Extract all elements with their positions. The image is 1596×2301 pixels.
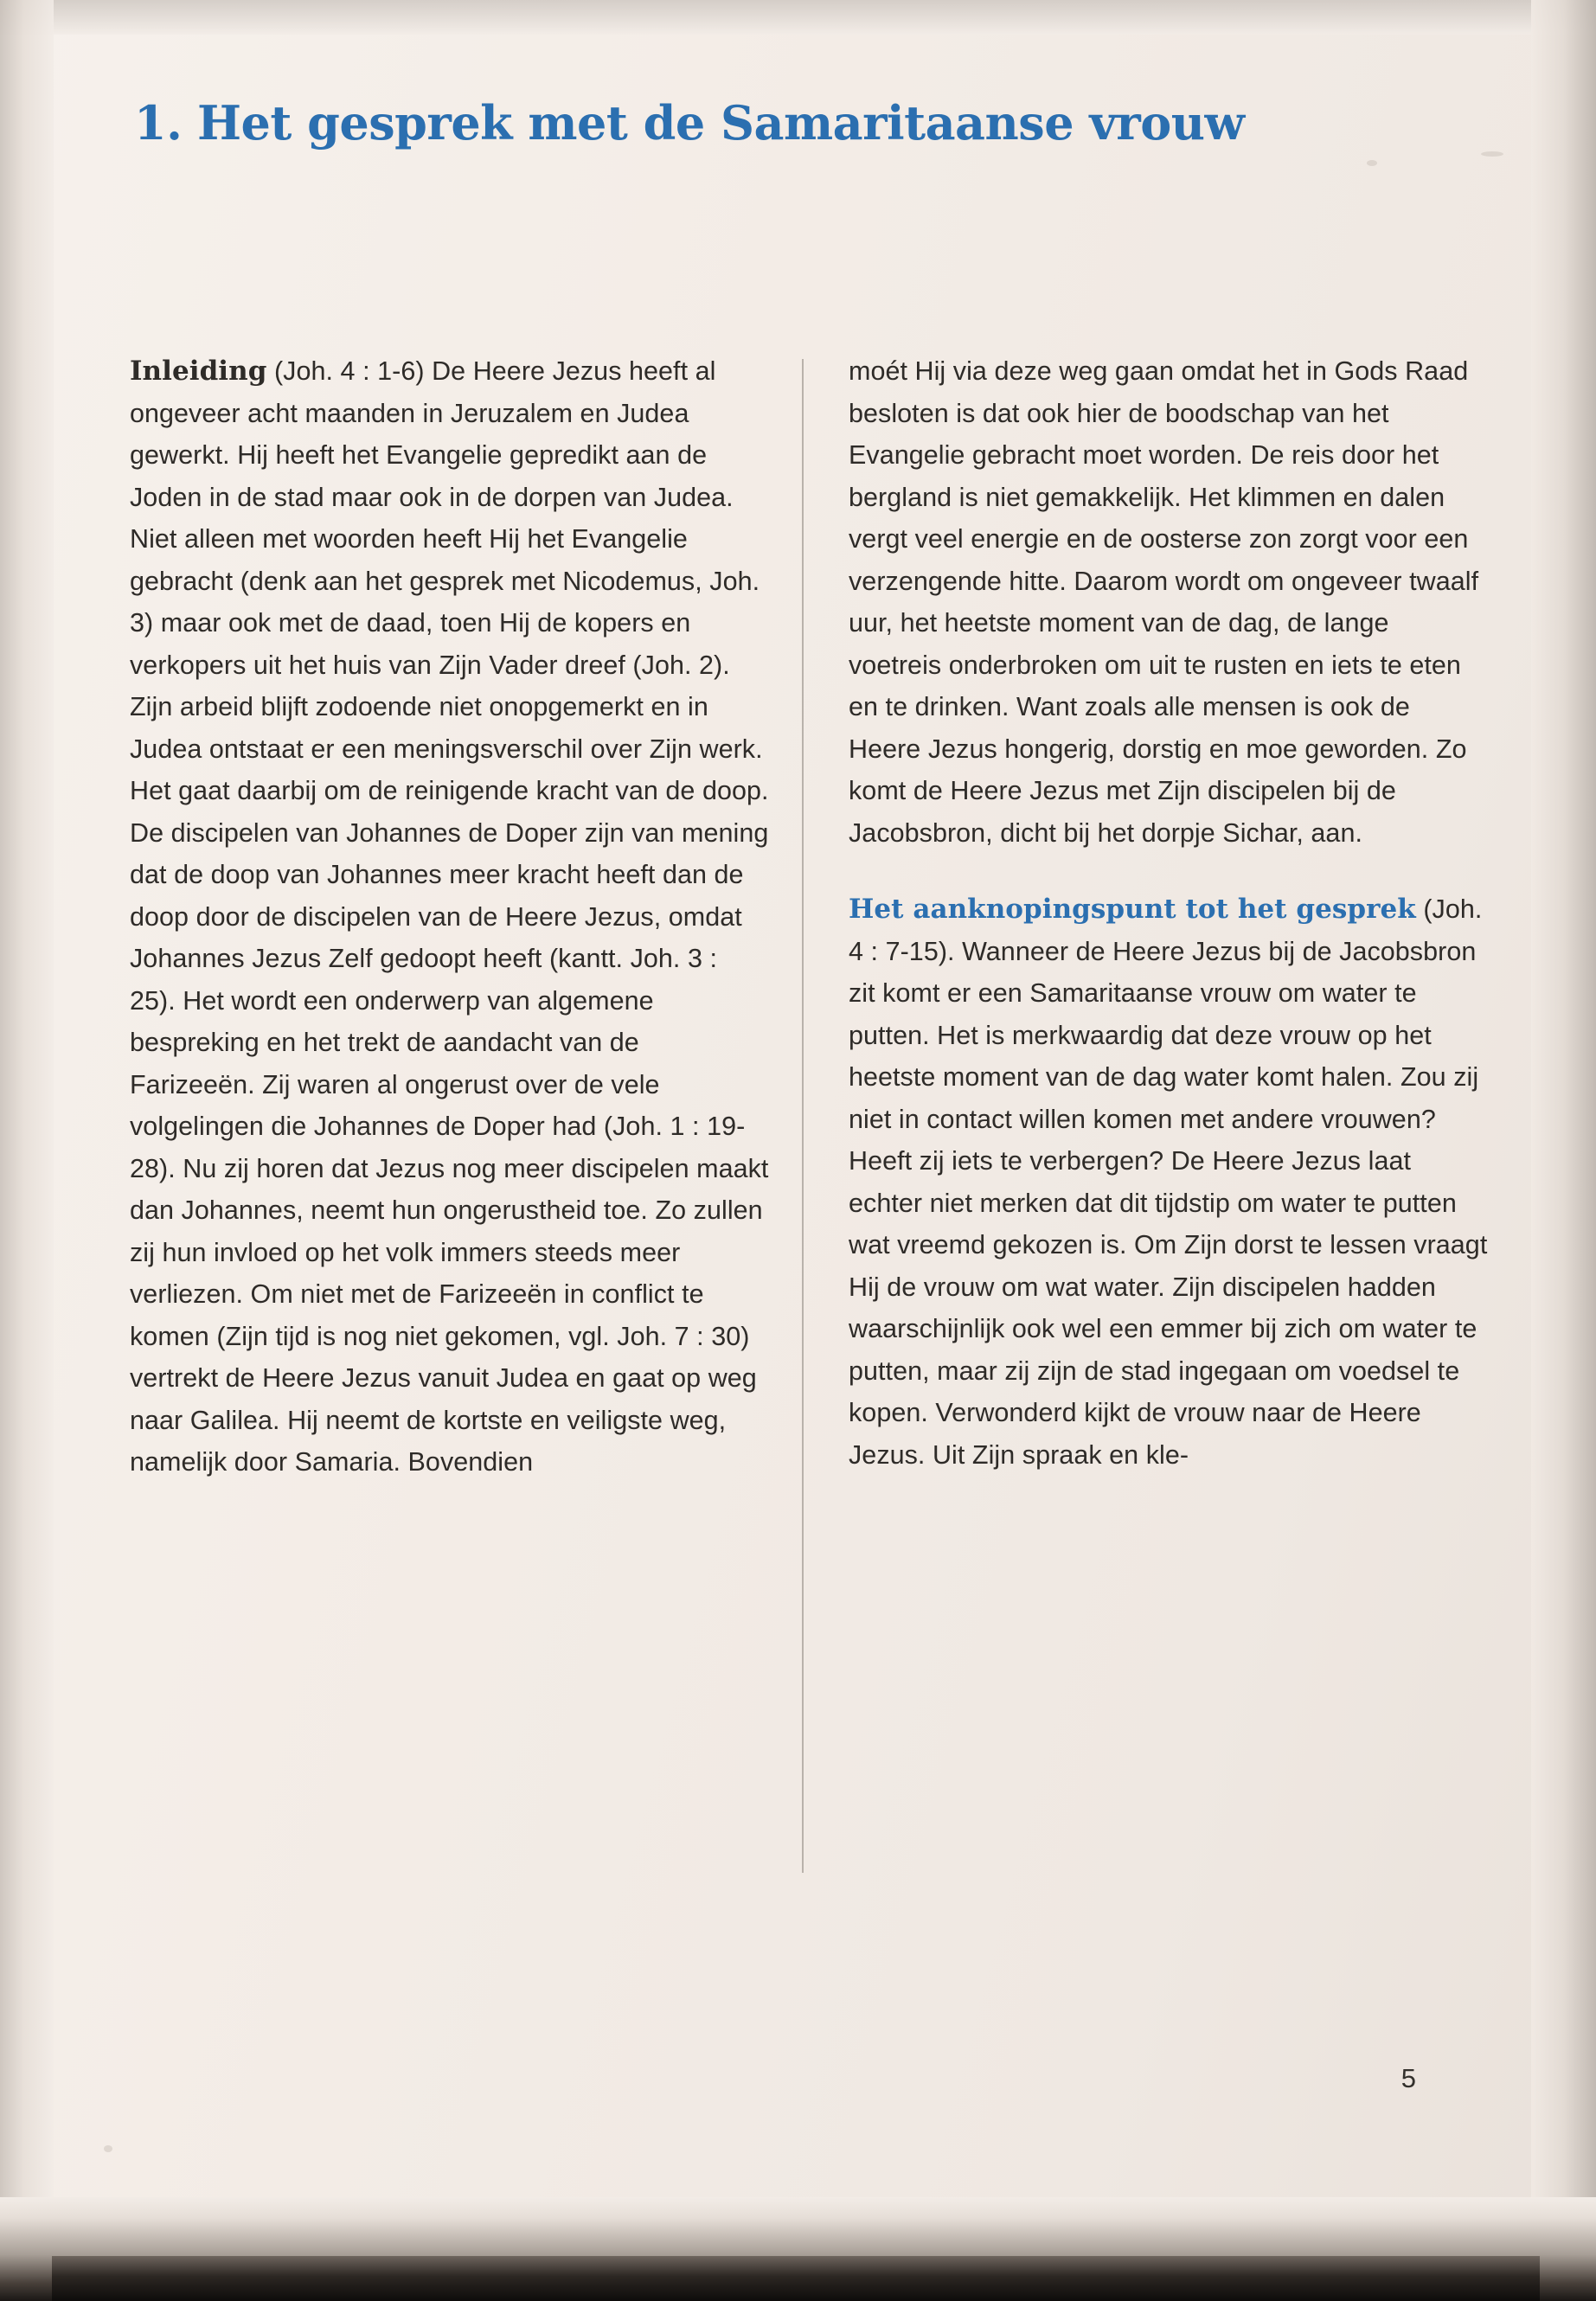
page-edge-right (1531, 0, 1596, 2301)
page-edge-left (0, 0, 54, 2301)
right-top-paragraph: moét Hij via deze weg gaan omdat het in Gods Raad besloten is dat ook hier de boodschap van het Evangelie gebracht moet worden. De reis door het bergland is niet gemakkelijk. Het klimmen en dalen vergt veel energie en de oosterse zon zorgt voor een verzengende hitte. Daarom wordt om ongeveer twaalf uur, het heetste moment van de dag, de lange voetreis onderbroken om uit te rusten en iets te eten en te drinken. Want zoals alle mensen is ook de Heere Jezus hongerig, dorstig en moe geworden. Zo komt de Heere Jezus met Zijn discipelen bij de Jacobsbron, dicht bij het dorpje Sichar, aan. (849, 356, 1479, 848)
text-columns (130, 350, 1488, 1484)
section-body: Wanneer de Heere Jezus bij de Jacobsbron zit komt er een Samaritaanse vrouw om water te putten. Het is merkwaardig dat deze vrouw op het heetste moment van de dag water komt halen. Zou zij niet in contact willen komen met andere vrouwen? Heeft zij iets te verbergen? De Heere Jezus laat echter niet merken dat dit tijdstip om water te putten wat vreemd gekozen is. Om Zijn dorst te lessen vraagt Hij de vrouw om wat water. Zijn discipelen hadden waarschijnlijk ook wel een emmer bij zich om water te putten, maar zij zijn de stad ingegaan om voedsel te kopen. Verwonderd kijkt de vrouw naar de Heere Jezus. Uit Zijn spraak en kle- (849, 936, 1488, 1470)
introduction-label: Inleiding (130, 356, 267, 387)
column-left (130, 350, 795, 1484)
section-heading: Het aanknopingspunt tot het gesprek (849, 894, 1416, 925)
title-number: 1. (134, 95, 183, 151)
introduction-reference: (Joh. 4 : 1-6) (273, 356, 425, 386)
section-paragraph (849, 888, 1488, 1476)
column-right (795, 350, 1488, 1484)
title-text: Het gesprek met de Samaritaanse vrouw (196, 95, 1245, 151)
page-title (134, 95, 1484, 151)
section-heading-reference: (Joh. 4 : 7-15). (849, 894, 1483, 966)
introduction-body: De Heere Jezus heeft al ongeveer acht maanden in Jeruzalem en Judea gewerkt. Hij heeft het Evangelie gepredikt aan de Joden in de stad maar ook in de dorpen van Judea. Niet alleen met woorden heeft Hij het Evangelie gebracht (denk aan het gesprek met Nicodemus, Joh. 3) maar ook met de daad, toen Hij de kopers en verkopers uit het huis van Zijn Vader dreef (Joh. 2). Zijn arbeid blijft zodoende niet onopgemerkt en in Judea ontstaat er een meningsverschil over Zijn werk. Het gaat daarbij om de reinigende kracht van de doop. De discipelen van Johannes de Doper zijn van mening dat de doop van Johannes meer kracht heeft dan de doop door de discipelen van de Heere Jezus, omdat Johannes Jezus Zelf gedoopt heeft (kantt. Joh. 3 : 25). Het wordt een onderwerp van algemene bespreking en het trekt de aandacht van de Farizeeën. Zij waren al ongerust over de vele volgelingen die Johannes de Doper had (Joh. 1 : 19-28). Nu zij horen dat Jezus nog meer discipelen maakt dan Johannes, neemt hun ongerustheid toe. Zo zullen zij hun invloed op het volk immers steeds meer verliezen. Om niet met de Farizeeën in conflict te komen (Zijn tijd is nog niet gekomen, vgl. Joh. 7 : 30) vertrekt de Heere Jezus vanuit Judea en gaat op weg naar Galilea. Hij neemt de kortste en veiligste weg, namelijk door Samaria. Bovendien (130, 356, 769, 1477)
page-content (82, 0, 1518, 2197)
page-number: 5 (1401, 2063, 1416, 2093)
paragraph-spacer (849, 854, 1488, 888)
page-shadow-strip (52, 2256, 1540, 2301)
introduction-paragraph (130, 350, 769, 1484)
